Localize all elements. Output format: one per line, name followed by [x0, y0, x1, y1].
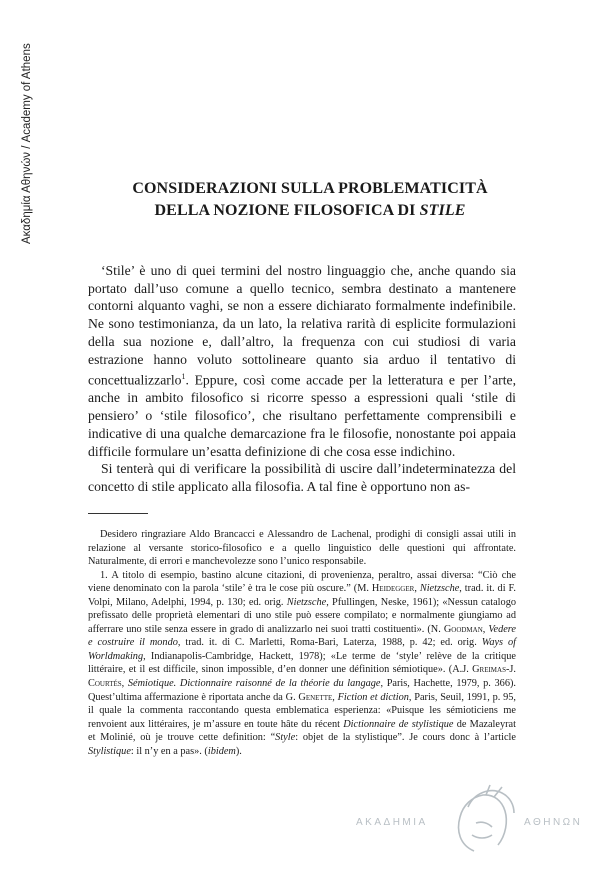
title-line-1: CONSIDERAZIONI SULLA PROBLEMATICITÀ — [132, 180, 488, 197]
footnotes — [88, 528, 516, 758]
side-label: Ακαδημία Αθηνών / Academy of Athens — [21, 43, 33, 244]
footnote-marker[interactable]: 1 — [181, 372, 186, 382]
footnote-divider — [88, 513, 148, 514]
athena-head-icon — [459, 785, 514, 851]
footnote-1: 1. A titolo di esempio, bastino alcune citazioni, di provenienza, peraltro, assai diversa: “Ciò che viene denominato con la parola ‘stile’ è tra le cose più oscure.” (M. Heidegger, Nietzsche, trad. it. di F. Volpi, Milano, Adelphi, 1994, p. 130; ed. orig. Nietzsche, Pfullingen, Neske, 1961); «Nessun catalogo prefissato delle proprietà elementari di uno stile può essere compilato; e normalmente giungiamo ad afferrare uno stile senza essere in grado di analizzarlo nei suoi tratti costituenti». (N. Goodman, Vedere e costruire il mondo, trad. it. di C. Marletti, Roma-Bari, Laterza, 1988, p. 42; ed. orig. Ways of Worldmaking, Indianapolis-Cambridge, Hackett, 1978); «Le terme de ‘style’ relève de la critique littéraire, et il est difficile, sinon impossible, d’en donner une définition sémiotique». (A.J. Greimas-J. Courtés, Sémiotique. Dictionnaire raisonné de la théorie du langage, Paris, Hachette, 1979, p. 366). Quest’ultima affermazione è riportata anche da G. Genette, Fiction et diction, Paris, Seuil, 1991, p. 95, il quale la commenta raccontando questa emblematica esperienza: «Puisque les sémioticiens me renvoient aux littéraires, je m’assure en toute hâte du récent Dictionnaire de stylistique de Mazaleyrat et Molinié, où je trouve cette definition: “Style: objet de la stylistique”. Je cours donc à l’article Stylistique: il n’y en a pas». (ibidem). — [88, 569, 516, 757]
title-line-2 — [60, 200, 560, 222]
paragraph-text: ‘Stile’ è uno di quei termini del nostro linguaggio che, anche quando sia portato dall’uso comune a quello tecnico, sembra destinato a mantenere contorni alquanto vaghi, se non a essere dichiarato formalmente indefinibile. Ne sono testimonianza, da un lato, la relativa rarità di esplicite formulazioni della sua nozione e, dall’altro, la frequenza con cui studiosi di varia estrazione hanno voluto sottolineare quanto sia arduo il tentativo di concettualizzarlo — [88, 263, 516, 388]
watermark-text-right: ΑΘΗΝΩΝ — [524, 817, 583, 828]
academy-watermark — [356, 783, 588, 858]
paragraph — [88, 262, 516, 460]
paragraph-text: . Eppure, così come accade per la letteratura e per l’arte, anche in ambito filosofico si ricorre spesso a espressioni quali ‘stile di pensiero’ o ‘stile filosofico’, che risultano perfettamente comprensibili e indicative di una qualche demarcazione fra le filosofie, nonostante poi appaia difficile formulare un’esatta definizione di che cosa esse indichino. — [88, 372, 516, 459]
body-text — [88, 262, 516, 496]
paragraph: Si tenterà qui di verificare la possibilità di uscire dall’indeterminatezza del concetto di stile applicato alla filosofia. A tal fine è opportuno non as- — [88, 461, 516, 494]
watermark-text-left: ΑΚΑΔΗΜΙΑ — [356, 817, 428, 828]
page-title — [60, 178, 560, 222]
title-line-2-text: DELLA NOZIONE FILOSOFICA DI — [154, 202, 420, 219]
title-italic-word: STILE — [419, 202, 466, 219]
acknowledgment-note: Desidero ringraziare Aldo Brancacci e Alessandro de Lachenal, prodighi di consigli assai utili in relazione al versante storico-filosofico e a quello linguistico delle questioni qui affrontate. Naturalmente, di errori e manchevolezze sono l’unico responsabile. — [88, 529, 516, 568]
